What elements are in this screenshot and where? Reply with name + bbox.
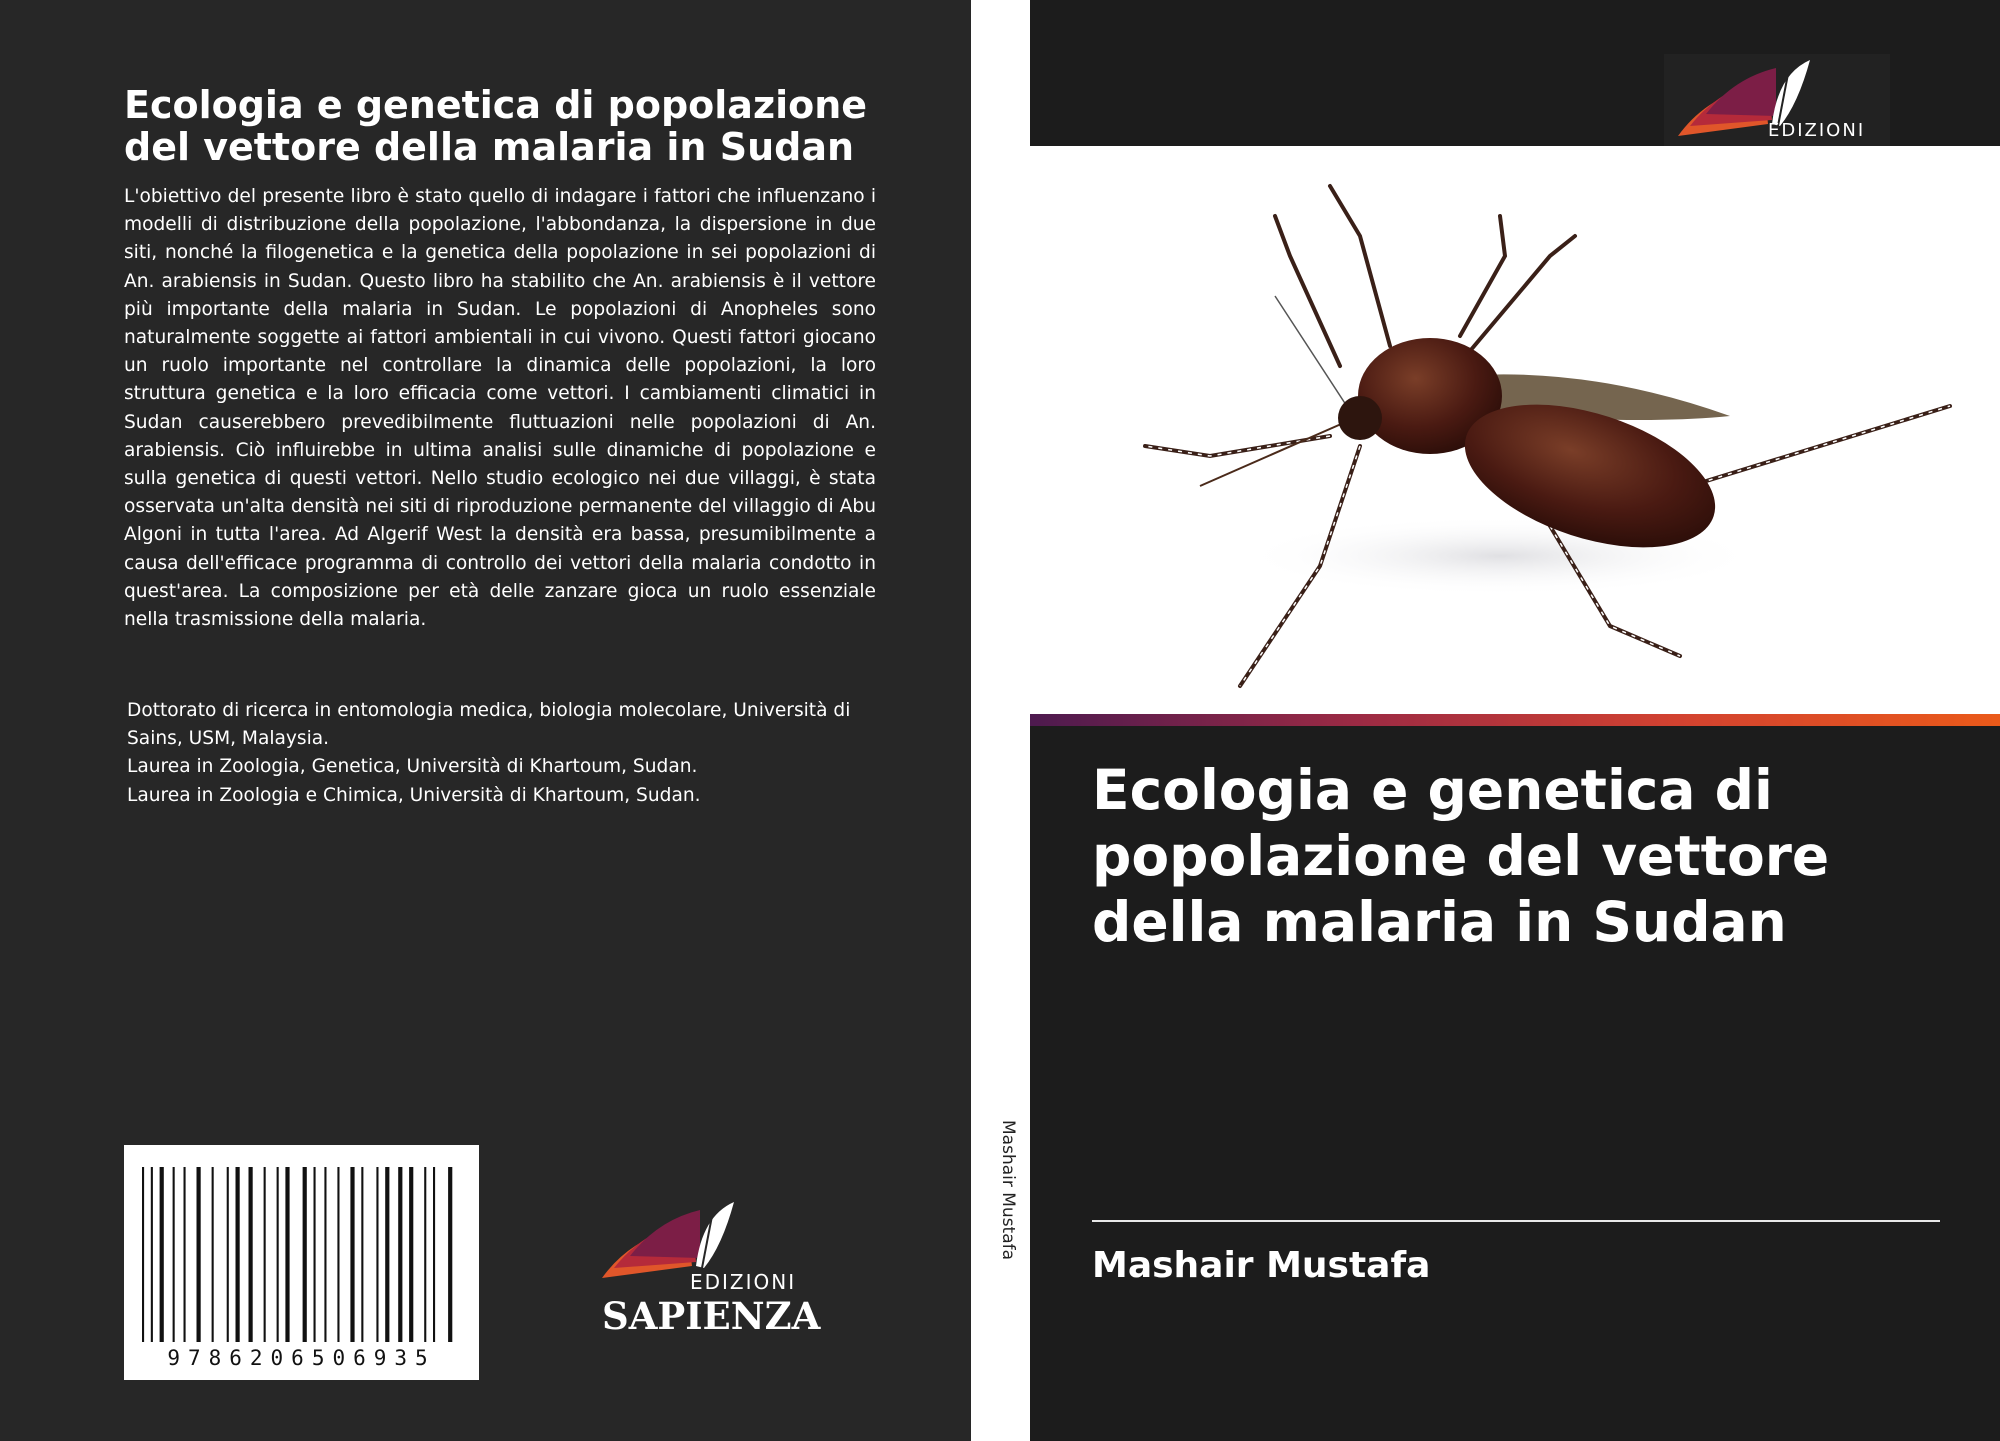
front-author: Mashair Mustafa bbox=[1092, 1245, 1431, 1286]
barcode-bar bbox=[350, 1167, 354, 1342]
front-title: Ecologia e genetica di popolazione del vettore della malaria in Sudan bbox=[1092, 758, 1830, 954]
barcode-bar bbox=[385, 1167, 389, 1342]
barcode-bar bbox=[277, 1167, 279, 1342]
divider bbox=[1092, 1220, 1940, 1222]
barcode-bar bbox=[324, 1167, 326, 1342]
barcode-bar bbox=[212, 1167, 214, 1342]
barcode-bar bbox=[337, 1167, 339, 1342]
barcode-bar bbox=[424, 1167, 426, 1342]
barcode-bar bbox=[398, 1167, 402, 1342]
barcode-bar bbox=[376, 1167, 378, 1342]
barcode bbox=[124, 1145, 479, 1380]
barcode-bar bbox=[303, 1167, 307, 1342]
barcode-bar bbox=[151, 1167, 153, 1342]
isbn-number: 9786206506935 bbox=[167, 1346, 436, 1370]
barcode-bar bbox=[227, 1167, 229, 1342]
barcode-bar bbox=[361, 1167, 363, 1342]
barcode-bar bbox=[409, 1167, 413, 1342]
publisher-logo-back bbox=[592, 1196, 821, 1340]
barcode-bar bbox=[249, 1167, 253, 1342]
barcode-bar bbox=[142, 1167, 144, 1342]
mosquito-illustration bbox=[1030, 146, 2000, 714]
back-title: Ecologia e genetica di popolazione del vettore della malaria in Sudan bbox=[124, 83, 868, 169]
barcode-bar bbox=[184, 1167, 186, 1342]
barcode-bar bbox=[173, 1167, 175, 1342]
spine-author: Mashair Mustafa bbox=[998, 1120, 1018, 1261]
publisher-line1: EDIZIONI bbox=[690, 1270, 797, 1294]
barcode-bar bbox=[433, 1167, 435, 1342]
barcode-bar bbox=[264, 1167, 266, 1342]
bio-line: Dottorato di ricerca in entomologia medica, biologia molecolare, Università di Sains, USM, Malaysia. bbox=[127, 700, 851, 750]
bio-line: Laurea in Zoologia, Genetica, Università di Khartoum, Sudan. bbox=[127, 756, 698, 778]
barcode-bar bbox=[314, 1167, 316, 1342]
barcode-bar bbox=[236, 1167, 240, 1342]
barcode-bars bbox=[142, 1167, 461, 1342]
accent-stripe bbox=[1030, 714, 2000, 726]
barcode-bar bbox=[160, 1167, 164, 1342]
author-bio bbox=[127, 697, 877, 810]
back-summary: L'obiettivo del presente libro è stato quello di indagare i fattori che influenzano i modelli di distribuzione della popolazione, l'abbondanza, la dispersione in due siti, nonché la filogenetica e la genetica della popolazione in sei popolazioni di An. arabiensis in Sudan. Questo libro ha stabilito che An. arabiensis è il vettore più importante della malaria in Sudan. Le popolazioni di Anopheles sono naturalmente soggette ai fattori ambientali in cui vivono. Questi fattori giocano un ruolo importante nel controllare la dinamica delle popolazioni, la loro struttura genetica e la loro efficacia come vettori. I cambiamenti climatici in Sudan causerebbero prevedibilmente fluttuazioni nelle popolazioni di An. arabiensis. Ciò influirebbe in ultima analisi sulle dinamiche di popolazione e sulla genetica di questi vettori. Nello studio ecologico nei due villaggi, è stata osservata un'alta densità nei siti di riproduzione permanente del villaggio di Abu Algoni in tutta l'area. Ad Algerif West la densità era bassa, presumibilmente a causa dell'efficace programma di controllo dei vettori della malaria condotto in quest'area. La composizione per età delle zanzare gioca un ruolo essenziale nella trasmissione della malaria. bbox=[124, 186, 876, 631]
barcode-bar bbox=[448, 1167, 452, 1342]
barcode-bar bbox=[285, 1167, 289, 1342]
publisher-line1: EDIZIONI bbox=[1768, 120, 1866, 141]
barcode-bar bbox=[197, 1167, 201, 1342]
mosquito-photo bbox=[1030, 146, 2000, 714]
bio-line: Laurea in Zoologia e Chimica, Università di Khartoum, Sudan. bbox=[127, 784, 701, 806]
publisher-line2: SAPIENZA bbox=[602, 1294, 821, 1338]
